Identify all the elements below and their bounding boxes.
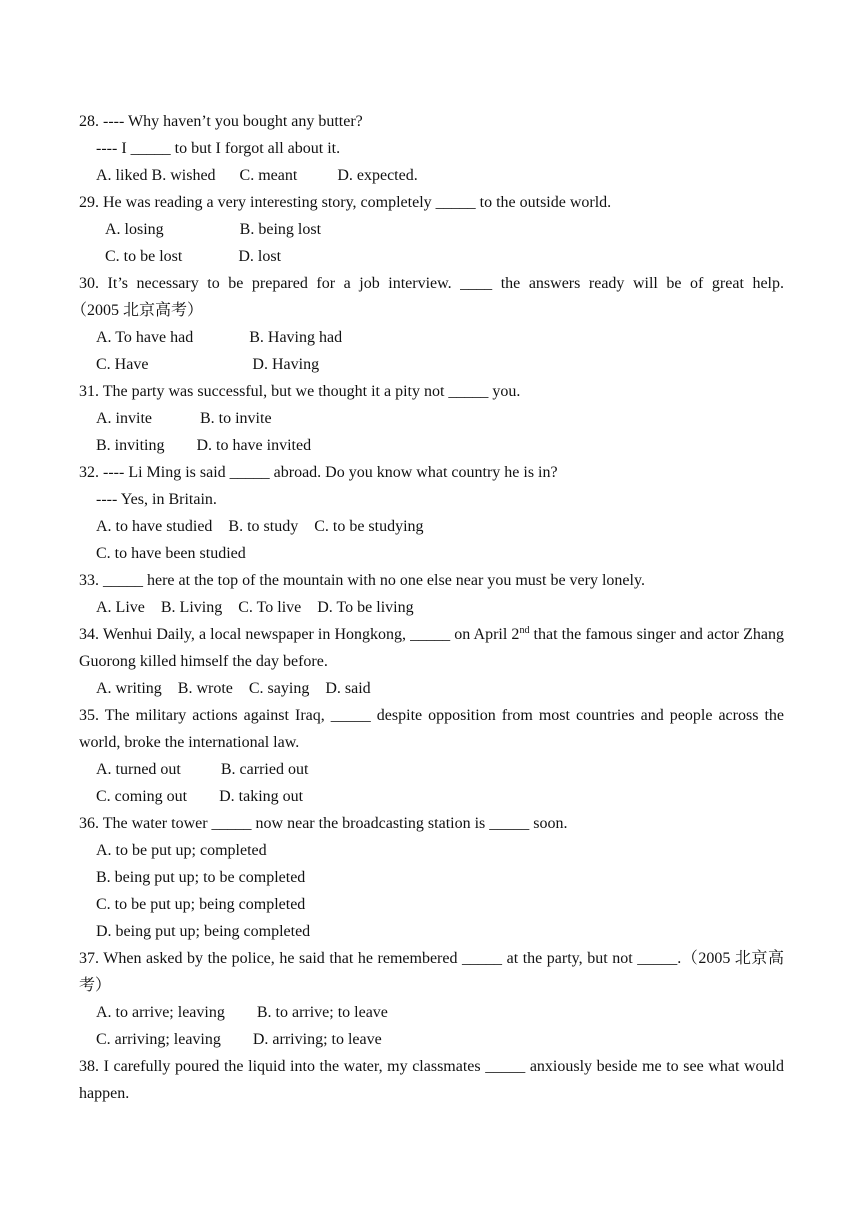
q31-stem: 31. The party was successful, but we thought it a pity not _____ you.: [79, 383, 521, 400]
q30-options-row2: C. Have D. Having: [96, 356, 320, 373]
q30-stem-line2: （2005 北京高考）: [71, 302, 204, 319]
q32-options-row2: C. to have been studied: [96, 545, 246, 562]
q32-options-row1: A. to have studied B. to study C. to be studying: [96, 518, 424, 535]
q30-options-row1: A. To have had B. Having had: [96, 329, 343, 346]
q33-stem: 33. _____ here at the top of the mountain with no one else near you must be very lonely.: [79, 572, 645, 589]
q34-ordinal-suffix: nd: [519, 625, 530, 636]
question-list: [71, 108, 784, 1107]
q37-stem: 37. When asked by the police, he said that he remembered _____ at the party, but not _____.（2005 北京高考）: [79, 950, 784, 994]
q28-line2: ---- I _____ to but I forgot all about it.: [96, 140, 341, 157]
q31-options-row1: A. invite B. to invite: [96, 410, 272, 427]
q36-stem: 36. The water tower _____ now near the broadcasting station is _____ soon.: [79, 815, 568, 832]
q29-stem: 29. He was reading a very interesting story, completely _____ to the outside world.: [79, 194, 612, 211]
q28-options: A. liked B. wished C. meant D. expected.: [96, 167, 418, 184]
q30-stem-line1: 30. It’s necessary to be prepared for a job interview. ____ the answers ready will be of great help.: [79, 275, 784, 292]
q34-options: A. writing B. wrote C. saying D. said: [96, 680, 371, 697]
q31-options-row2: B. inviting D. to have invited: [96, 437, 312, 454]
q32-line2: ---- Yes, in Britain.: [96, 491, 217, 508]
q36-option-d: D. being put up; being completed: [96, 923, 311, 940]
q36-option-a: A. to be put up; completed: [96, 842, 267, 859]
q34-stem: [79, 621, 784, 675]
q29-options-row1: A. losing B. being lost: [105, 221, 322, 238]
q32-line1: 32. ---- Li Ming is said _____ abroad. Do you know what country he is in?: [79, 464, 558, 481]
q35-stem: 35. The military actions against Iraq, _____ despite opposition from most countries and people across the world, broke the international law.: [79, 707, 784, 751]
q37-options-row2: C. arriving; leaving D. arriving; to leave: [96, 1031, 382, 1048]
q34-stem-part2: that the famous singer and actor Zhang Guorong killed himself the day before.: [79, 626, 784, 670]
q36-option-c: C. to be put up; being completed: [96, 896, 306, 913]
q37-options-row1: A. to arrive; leaving B. to arrive; to leave: [96, 1004, 388, 1021]
q28-line1: 28. ---- Why haven’t you bought any butter?: [79, 113, 363, 130]
q35-options-row2: C. coming out D. taking out: [96, 788, 304, 805]
q34-stem-part1: 34. Wenhui Daily, a local newspaper in Hongkong, _____ on April 2: [79, 626, 520, 643]
q33-options: A. Live B. Living C. To live D. To be living: [96, 599, 414, 616]
q36-option-b: B. being put up; to be completed: [96, 869, 306, 886]
q29-options-row2: C. to be lost D. lost: [105, 248, 282, 265]
q38-stem: 38. I carefully poured the liquid into the water, my classmates _____ anxiously beside me to see what would happen.: [79, 1058, 784, 1102]
q35-options-row1: A. turned out B. carried out: [96, 761, 309, 778]
